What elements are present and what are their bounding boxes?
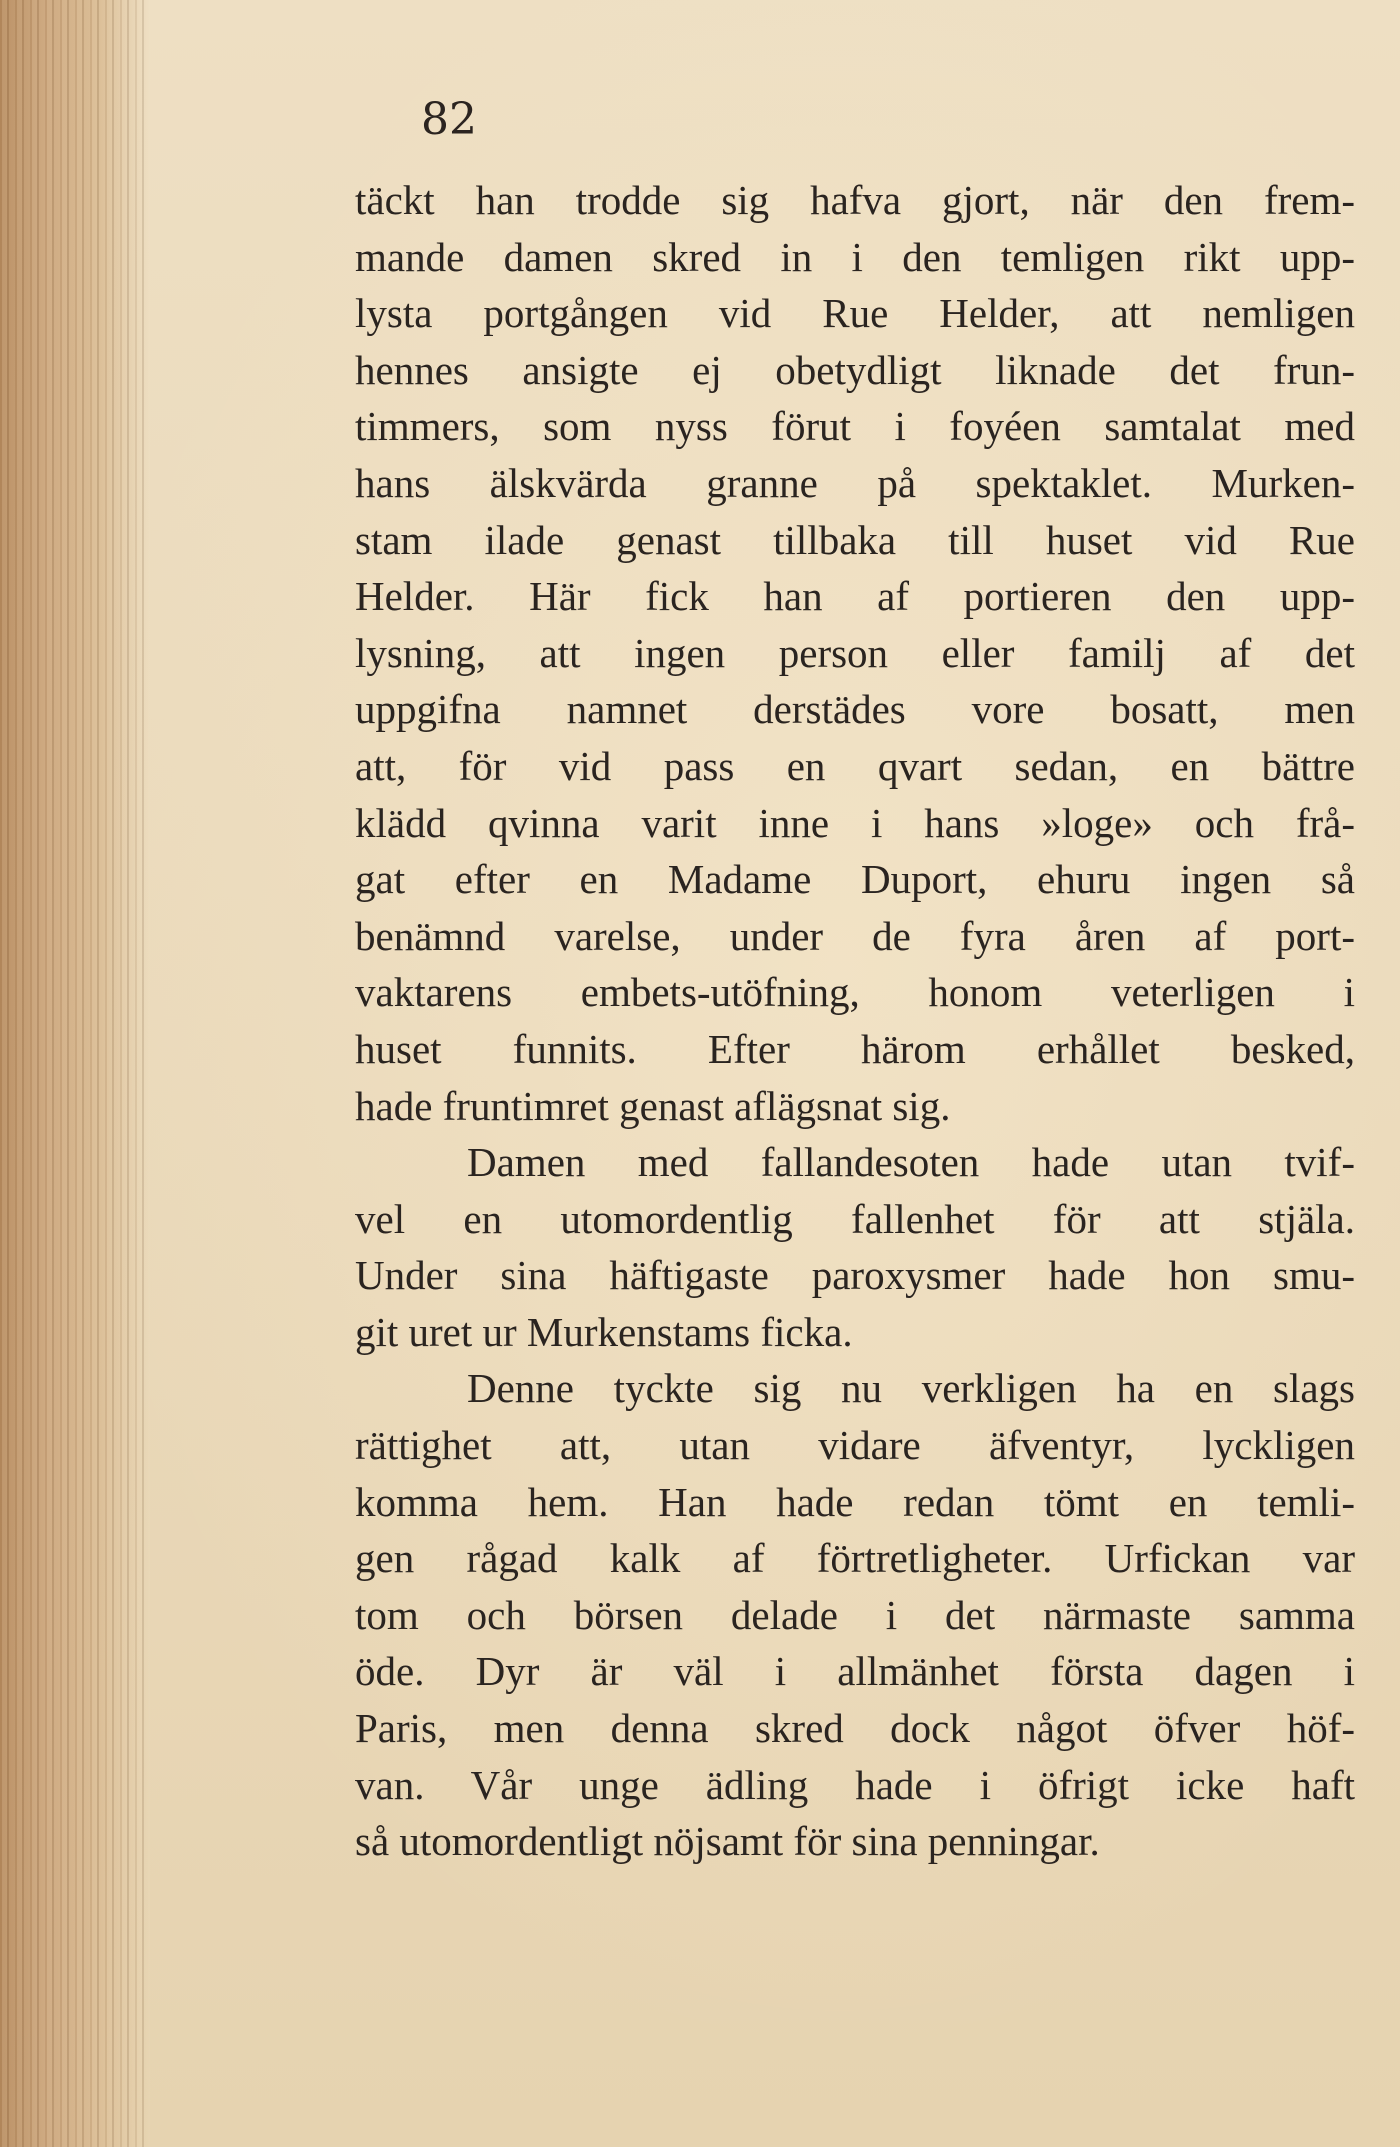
- text-line: gen rågad kalk af förtretligheter. Urfickan var: [355, 1535, 1355, 1582]
- text-line: Under sina häftigaste paroxysmer hade hon smu-: [355, 1252, 1355, 1299]
- text-line: lysning, att ingen person eller familj af det: [355, 629, 1355, 676]
- paragraph-start-line: Damen med fallandesoten hade utan tvif-: [467, 1139, 1355, 1186]
- text-line: att, för vid pass en qvart sedan, en bättre: [355, 742, 1355, 789]
- text-line: lysta portgången vid Rue Helder, att nemligen: [355, 290, 1355, 337]
- text-line: hennes ansigte ej obetydligt liknade det frun-: [355, 346, 1355, 393]
- text-line: tom och börsen delade i det närmaste samma: [355, 1591, 1355, 1638]
- text-line: vaktarens embets-utöfning, honom veterligen i: [355, 969, 1355, 1016]
- text-line: öde. Dyr är väl i allmänhet första dagen i: [355, 1648, 1355, 1695]
- text-line: stam ilade genast tillbaka till huset vid Rue: [355, 516, 1355, 563]
- book-spine-edge: [0, 0, 150, 2147]
- paragraph-end-line: git uret ur Murkenstams ficka.: [355, 1308, 853, 1355]
- text-line: klädd qvinna varit inne i hans »loge» och frå-: [355, 799, 1355, 846]
- page-number: 82: [421, 94, 477, 145]
- paragraph-end-line: så utomordentligt nöjsamt för sina penningar.: [355, 1818, 1100, 1865]
- text-line: rättighet att, utan vidare äfventyr, lyckligen: [355, 1422, 1355, 1469]
- text-line: gat efter en Madame Duport, ehuru ingen så: [355, 856, 1355, 903]
- text-line: komma hem. Han hade redan tömt en temli-: [355, 1478, 1355, 1525]
- text-line: hans älskvärda granne på spektaklet. Murken-: [355, 459, 1355, 506]
- text-line: benämnd varelse, under de fyra åren af port-: [355, 912, 1355, 959]
- text-line: uppgifna namnet derstädes vore bosatt, men: [355, 686, 1355, 733]
- text-line: mande damen skred in i den temligen rikt upp-: [355, 233, 1355, 280]
- paragraph-end-line: hade fruntimret genast aflägsnat sig.: [355, 1082, 951, 1129]
- text-line: Helder. Här fick han af portieren den upp-: [355, 573, 1355, 620]
- text-block: [355, 172, 1355, 1870]
- text-line: vel en utomordentlig fallenhet för att stjäla.: [355, 1195, 1355, 1242]
- paragraph-start-line: Denne tyckte sig nu verkligen ha en slags: [467, 1365, 1355, 1412]
- text-line: timmers, som nyss förut i foyéen samtalat med: [355, 403, 1355, 450]
- text-line: Paris, men denna skred dock något öfver höf-: [355, 1705, 1355, 1752]
- text-line: huset funnits. Efter härom erhållet besked,: [355, 1025, 1355, 1072]
- text-line: täckt han trodde sig hafva gjort, när den frem-: [355, 177, 1355, 223]
- text-line: van. Vår unge ädling hade i öfrigt icke haft: [355, 1761, 1355, 1808]
